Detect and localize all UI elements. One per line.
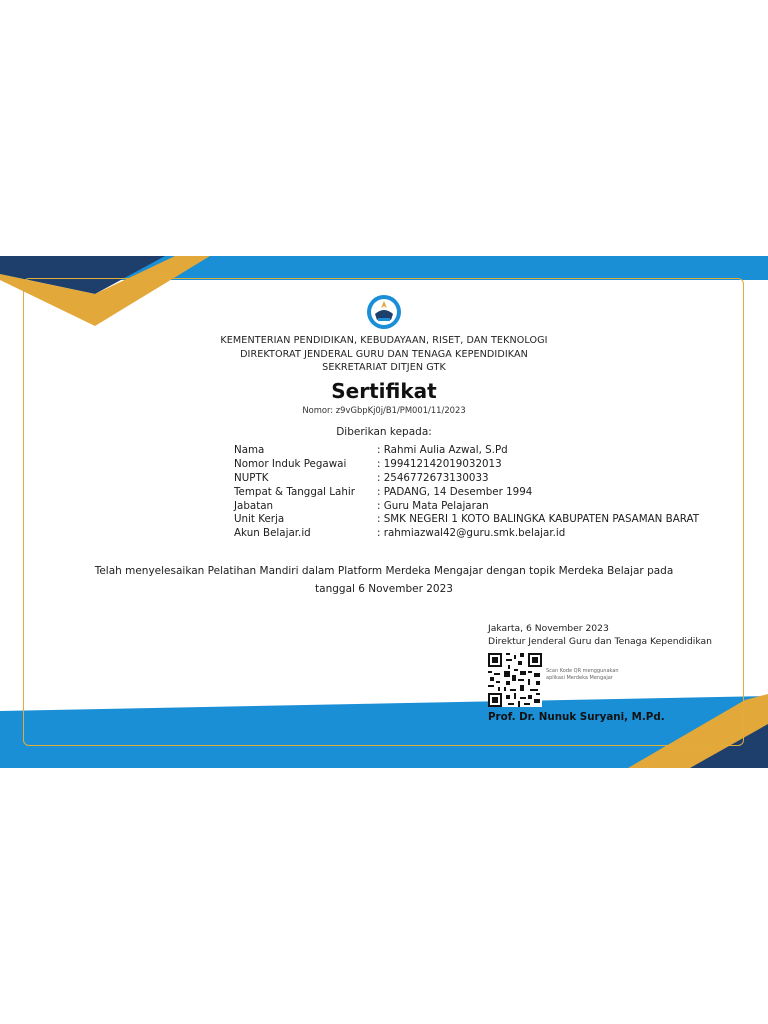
field-value: : PADANG, 14 Desember 1994	[377, 485, 533, 498]
field-value: : 2546772673130033	[377, 471, 489, 484]
recipient-fields	[234, 444, 699, 541]
signer-name: Prof. Dr. Nunuk Suryani, M.Pd.	[488, 711, 665, 723]
statement-line: Telah menyelesaikan Pelatihan Mandiri dalam Platform Merdeka Mengajar dengan topik Merdeka Belajar pada	[94, 565, 674, 577]
field-label: Unit Kerja	[234, 513, 285, 526]
directorate-line: DIREKTORAT JENDERAL GURU DAN TENAGA KEPENDIDIKAN	[240, 348, 528, 360]
qr-note-line: aplikasi Merdeka Mengajar	[546, 675, 613, 681]
field-row-nuptk	[234, 472, 699, 486]
field-row-account	[234, 527, 699, 541]
field-label: Akun Belajar.id	[234, 527, 311, 540]
field-value: : rahmiazwal42@guru.smk.belajar.id	[377, 527, 566, 540]
field-row-nip	[234, 458, 699, 472]
ministry-header	[0, 334, 768, 375]
signature-block	[488, 623, 728, 723]
field-label: Nomor Induk Pegawai	[234, 457, 347, 470]
qr-note-line: Scan Kode QR menggunakan	[546, 668, 619, 674]
field-value: : SMK NEGERI 1 KOTO BALINGKA KABUPATEN PASAMAN BARAT	[377, 513, 700, 526]
signer-role: Direktur Jenderal Guru dan Tenaga Kependidikan	[488, 635, 712, 647]
sign-place-date: Jakarta, 6 November 2023	[488, 623, 609, 634]
certificate-number: Nomor: z9vGbpKj0j/B1/PM001/11/2023	[302, 405, 466, 415]
field-label: Jabatan	[234, 499, 274, 512]
field-row-birth	[234, 486, 699, 500]
field-label: Nama	[234, 444, 265, 456]
qr-instructions	[546, 668, 636, 682]
field-row-work-unit	[234, 513, 699, 527]
given-to-label: Diberikan kepada:	[336, 426, 432, 438]
qr-code-icon	[488, 653, 542, 707]
field-row-position	[234, 500, 699, 514]
certificate	[0, 256, 768, 768]
field-value: : Rahmi Aulia Azwal, S.Pd	[377, 444, 508, 456]
ministry-line: KEMENTERIAN PENDIDIKAN, KEBUDAYAAN, RISET, DAN TEKNOLOGI	[220, 335, 548, 346]
secretariat-line: SEKRETARIAT DITJEN GTK	[322, 362, 446, 373]
field-value: : 199412142019032013	[377, 457, 502, 470]
field-label: NUPTK	[234, 471, 269, 484]
field-label: Tempat & Tanggal Lahir	[234, 485, 355, 498]
statement-date-line: tanggal 6 November 2023	[315, 582, 453, 595]
completion-statement	[60, 563, 708, 598]
field-value: : Guru Mata Pelajaran	[377, 499, 489, 512]
field-row-name	[234, 444, 699, 458]
certificate-title: Sertifikat	[331, 379, 437, 403]
tut-wuri-handayani-logo-icon	[366, 294, 402, 330]
